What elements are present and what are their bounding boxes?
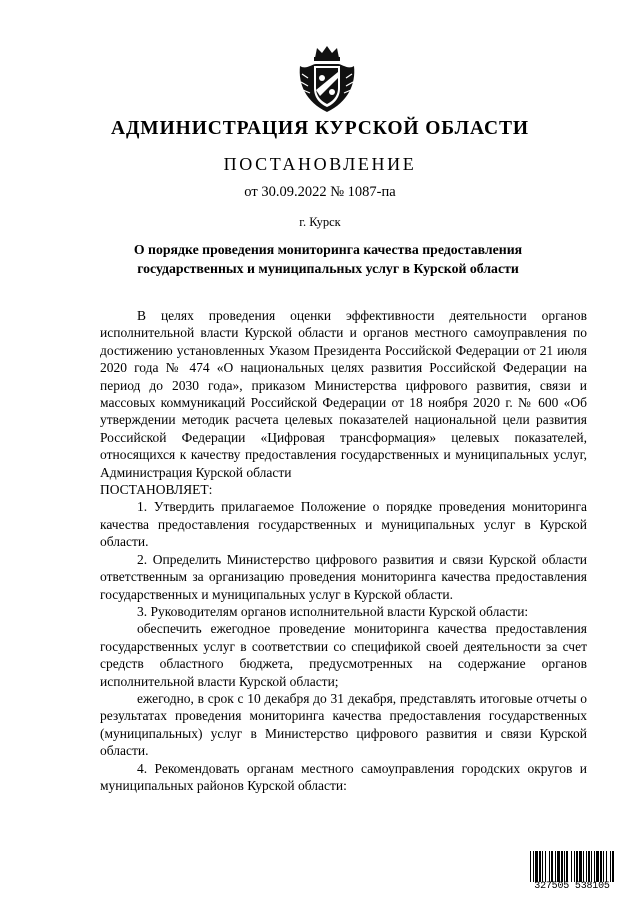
document-body [100,307,587,794]
barcode-bars-icon [530,851,614,882]
document-type: ПОСТАНОВЛЕНИЕ [223,154,417,174]
clause-2: 2. Определить Министерство цифрового развития и связи Курской области ответственным за организацию проведения мониторинга качества предоставления государственных и муниципальных услуг в Курской области. [100,551,587,602]
document-city: г. Курск [299,215,341,229]
resolves-heading: ПОСТАНОВЛЯЕТ: [100,482,213,498]
document-date-number: от 30.09.2022 № 1087-па [244,184,396,200]
authority-name: АДМИНИСТРАЦИЯ КУРСКОЙ ОБЛАСТИ [110,118,529,139]
document-title: О порядке проведения мониторинга качества предоставления государственных и муниципальных услуг в Курской области [133,242,523,276]
clause-3-item-2: ежегодно, в срок с 10 декабря до 31 декабря, представлять итоговые отчеты о результатах проведения мониторинга качества предоставления государственных (муниципальных) услуг в Министерство цифрового развития и связи Курской области. [100,690,587,759]
barcode [530,851,614,893]
clause-1: 1. Утвердить прилагаемое Положение о порядке проведения мониторинга качества предоставления государственных и муниципальных услуг в Курской области. [100,499,587,550]
clause-4: 4. Рекомендовать органам местного самоуправления городских округов и муниципальных районов Курской области: [100,760,587,793]
preamble-paragraph: В целях проведения оценки эффективности деятельности органов исполнительной власти Курской области и органов местного самоуправления по достижению установленных Указом Президента Российской Федерации от 21 июля 2020 года № 474 «О национальных целях развития Российской Федерации на период до 2030 года», приказом Министерства цифрового развития, связи и массовых коммуникаций Российской Федерации от 18 ноября 2020 г. № 600 «Об утверждении методик расчета целевых показателей национальной цели развития Российской Федерации «Цифровая трансформация» целевых показателей, относящихся к качеству предоставления государственных и муниципальных услуг, Администрация Курской области [100,308,587,480]
coat-of-arms-icon [296,44,358,114]
clause-3-item-1: обеспечить ежегодное проведение мониторинга качества предоставления государственных услуг в соответствии со спецификой своей деятельности за счет средств областного бюджета, предусмотренных на содержание органов исполнительной власти Курской области; [100,621,587,689]
clause-3: 3. Руководителям органов исполнительной власти Курской области: [137,603,529,619]
barcode-number: 327505 538105 [534,881,610,892]
